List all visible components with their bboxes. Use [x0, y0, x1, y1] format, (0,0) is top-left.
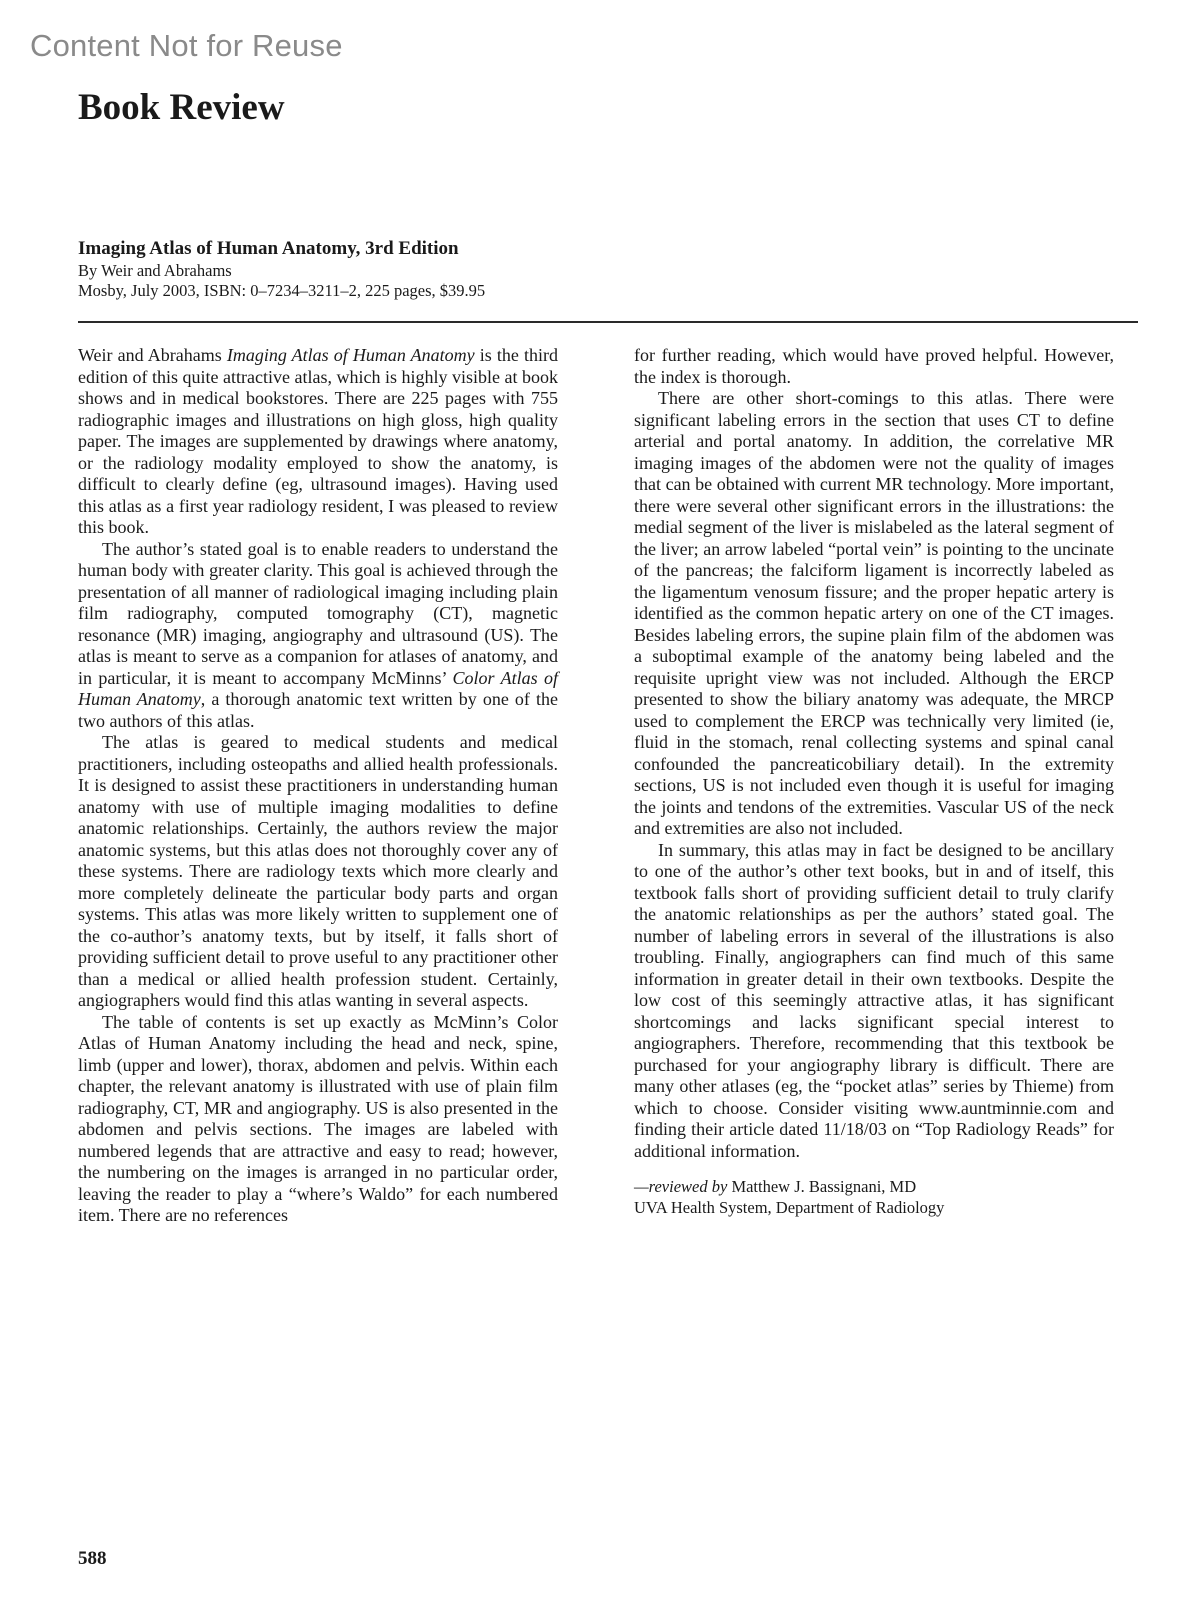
page-number: 588 [78, 1548, 107, 1569]
column-left [78, 345, 558, 1227]
paragraph-3: The atlas is geared to medical students and medical practitioners, including osteopaths and allied health professionals. It is designed to assist these practitioners in understanding human anatomy with use of multiple imaging modalities to define anatomic relationships. Certainly, the authors review the major anatomic systems, but this atlas does not thoroughly cover any of these systems. There are radiology texts which more clearly and more completely delineate the particular body parts and organ systems. This atlas was more likely written to supplement one of the co-author’s anatomy texts, but by itself, it falls short of providing sufficient detail to prove useful to any practitioner other than a medical or allied health profession student. Certainly, angiographers would find this atlas wanting in several aspects. [78, 732, 558, 1010]
reviewer-name: Matthew J. Bassignani, MD [727, 1177, 917, 1196]
column-right [634, 345, 1114, 1218]
paragraph-4: The table of contents is set up exactly as McMinn’s Color Atlas of Human Anatomy including the head and neck, spine, limb (upper and lower), thorax, abdomen and pelvis. Within each chapter, the relevant anatomy is illustrated with use of plain film radiography, CT, MR and angiography. US is also presented in the abdomen and pelvis sections. The images are labeled with numbered legends that are attractive and easy to read; however, the numbering on the images is arranged in no particular order, leaving the reader to play a “where’s Waldo” for each numbered item. There are no references [78, 1011, 558, 1225]
page-title: Book Review [78, 87, 285, 128]
paragraph-4-continued: for further reading, which would have proved helpful. However, the index is thorough. [634, 345, 1114, 387]
paragraph-5: There are other short-comings to this atlas. There were significant labeling errors in the section that uses CT to define arterial and portal anatomy. In addition, the correlative MR imaging images of the abdomen were not the quality of images that can be obtained with current MR technology. More important, there were several other significant errors in the illustrations: the medial segment of the liver is mislabeled as the lateral segment of the liver; an arrow labeled “portal vein” is pointing to the uncinate of the pancreas; the falciform ligament is incorrectly labeled as the ligamentum venosum fissure; and the proper hepatic artery is identified as the common hepatic artery on one of the CT images. Besides labeling errors, the supine plain film of the abdomen was a suboptimal example of the anatomy being labeled and the requisite upright view was not included. Although the ERCP presented to show the biliary anatomy was adequate, the MRCP used to complement the ERCP was technically very limited (ie, fluid in the stomach, renal collecting systems and spinal canal confounded the pancreaticobiliary detail). In the extremity sections, US is not included even though it is useful for imaging the joints and tendons of the extremities. Vascular US of the neck and extremities are also not included. [634, 388, 1114, 838]
book-info [78, 237, 1138, 301]
reviewer-affiliation: UVA Health System, Department of Radiology [634, 1198, 945, 1217]
book-authors: By Weir and Abrahams [78, 261, 232, 280]
paragraph-1: Weir and Abrahams Imaging Atlas of Human Anatomy is the third edition of this quite attractive atlas, which is highly visible at book shows and in medical bookstores. There are 225 pages with 755 radiographic images and illustrations on high gloss, high quality paper. The images are supplemented by drawings where anatomy, or the radiology modality employed to show the anatomy, is difficult to clearly define (eg, ultrasound images). Having used this atlas as a first year radiology resident, I was pleased to review this book. [78, 345, 558, 537]
reviewer-prefix: —reviewed by [634, 1177, 728, 1196]
reviewer-signature [634, 1176, 1114, 1218]
watermark: Content Not for Reuse [30, 28, 343, 63]
book-publication: Mosby, July 2003, ISBN: 0–7234–3211–2, 225 pages, $39.95 [78, 281, 486, 300]
divider [78, 321, 1138, 323]
book-title: Imaging Atlas of Human Anatomy, 3rd Edition [78, 238, 459, 259]
paragraph-2: The author’s stated goal is to enable readers to understand the human body with greater clarity. This goal is achieved through the presentation of all manner of radiological imaging including plain film radiography, computed tomography (CT), magnetic resonance (MR) imaging, angiography and ultrasound (US). The atlas is meant to serve as a companion for atlases of anatomy, and in particular, it is meant to accompany McMinns’ Color Atlas of Human Anatomy, a thorough anatomic text written by one of the two authors of this atlas. [78, 538, 558, 731]
paragraph-6: In summary, this atlas may in fact be designed to be ancillary to one of the author’s other text books, but in and of itself, this textbook falls short of providing sufficient detail to truly clarify the anatomic relationships as per the authors’ stated goal. The number of labeling errors in several of the illustrations is also troubling. Finally, angiographers can find much of this same information in greater detail in their own textbooks. Despite the low cost of this seemingly attractive atlas, it has significant shortcomings and lacks significant special interest to angiographers. Therefore, recommending that this textbook be purchased for your angiography library is difficult. There are many other atlases (eg, the “pocket atlas” series by Thieme) from which to choose. Consider visiting www.auntminnie.com and finding their article dated 11/18/03 on “Top Radiology Reads” for additional information. [634, 839, 1114, 1161]
